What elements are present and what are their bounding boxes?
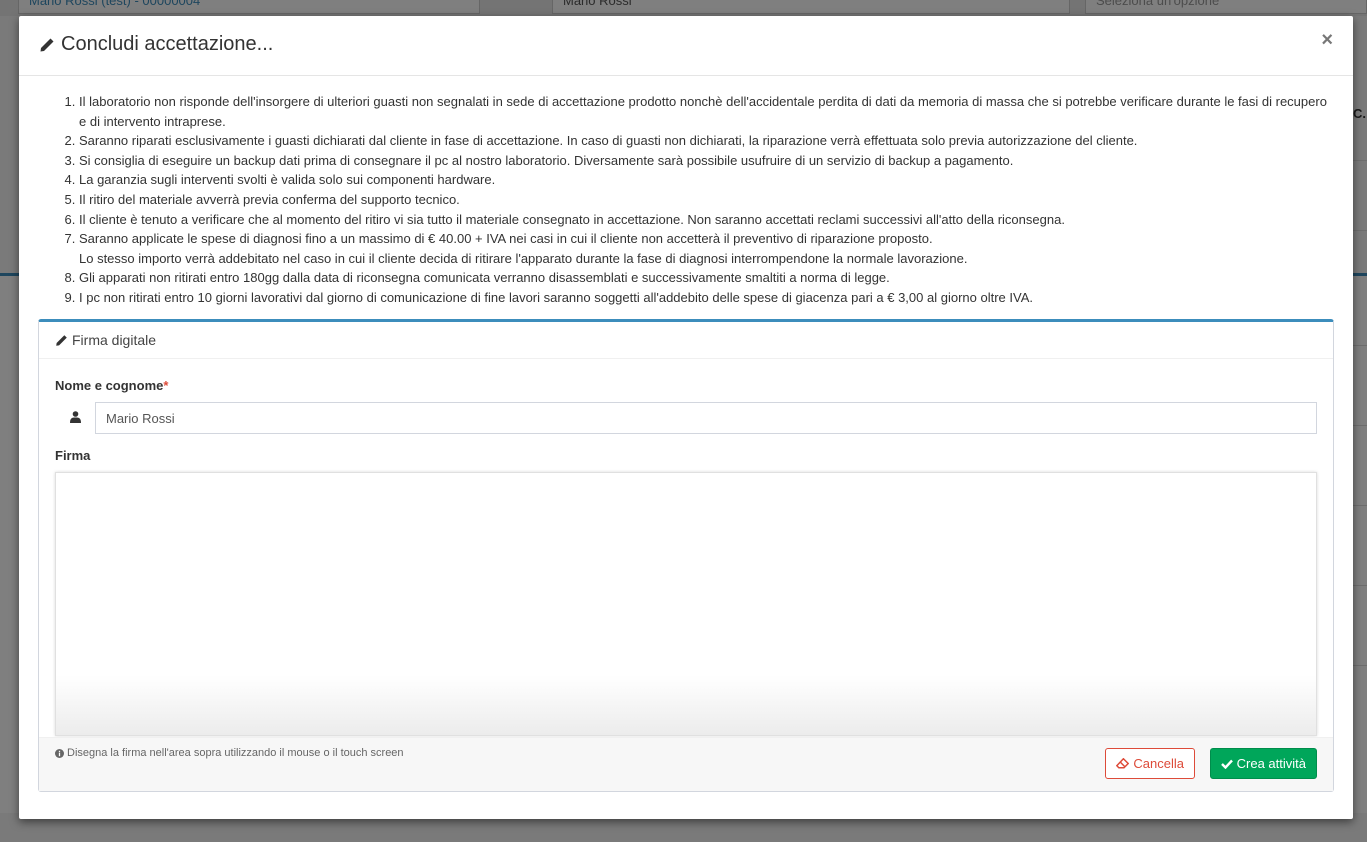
- signature-pad-base: [56, 675, 1316, 735]
- create-activity-label: Crea attività: [1236, 756, 1306, 771]
- name-label-text: Nome e cognome: [55, 378, 164, 393]
- signature-pad[interactable]: [55, 472, 1317, 736]
- terms-list: [59, 92, 1334, 308]
- accept-modal: [19, 16, 1353, 819]
- name-input-group: [55, 401, 1317, 433]
- term-item: 5. Il ritiro del materiale avverrà previa conferma del supporto tecnico.: [79, 190, 1334, 210]
- modal-title-text: Concludi accettazione...: [61, 33, 274, 55]
- eraser-icon: [1116, 758, 1129, 769]
- info-circle-icon: [55, 749, 64, 758]
- term-item: 2. Saranno riparati esclusivamente i guasti dichiarati dal cliente in fase di accettazione. In caso di guasti non dichiarati, la riparazione verrà effettuata solo previa autorizzazione del cliente.: [79, 131, 1334, 151]
- name-label: [55, 378, 168, 393]
- term-item: [79, 229, 1334, 268]
- term-item: 3. Si consiglia di eseguire un backup dati prima di consegnare il pc al nostro laboratorio. Diversamente sarà possibile usufruire di un servizio di backup a pagamento.: [79, 151, 1334, 171]
- panel-header: [39, 322, 1333, 359]
- panel-title: Firma digitale: [72, 332, 157, 348]
- term-item: 9. I pc non ritirati entro 10 giorni lavorativi dal giorno di comunicazione di fine lavori saranno soggetti all'addebito delle spese di giacenza pari a € 3,00 al giorno oltre IVA.: [79, 288, 1334, 308]
- required-mark: *: [163, 378, 169, 393]
- user-icon: [55, 401, 95, 433]
- term-item: 4. La garanzia sugli interventi svolti è valida solo sui componenti hardware.: [79, 170, 1334, 190]
- pencil-icon: [55, 334, 68, 347]
- panel-footer: [39, 737, 1333, 791]
- modal-header: [19, 16, 1353, 76]
- pencil-icon: [39, 37, 55, 53]
- signature-hint: [55, 747, 404, 759]
- create-activity-button[interactable]: [1210, 748, 1317, 779]
- clear-signature-button[interactable]: [1105, 748, 1195, 779]
- signature-hint-text: Disegna la firma nell'area sopra utilizzando il mouse o il touch screen: [67, 747, 404, 759]
- close-button[interactable]: ×: [1321, 29, 1333, 51]
- term-item: 8. Gli apparati non ritirati entro 180gg dalla data di riconsegna comunicata verranno disassemblati e successivamente smaltiti a norma di legge.: [79, 268, 1334, 288]
- term-text: Saranno applicate le spese di diagnosi fino a un massimo di € 40.00 + IVA nei casi in cui il cliente non accetterà il preventivo di riparazione proposto.: [79, 231, 933, 247]
- name-input[interactable]: [95, 402, 1317, 434]
- signature-canvas[interactable]: [56, 473, 1316, 675]
- term-item: 1. Il laboratorio non risponde dell'insorgere di ulteriori guasti non segnalati in sede di accettazione prodotto nonchè dell'accidentale perdita di dati da memoria di massa che si potrebbe verificare durante le fasi di recupero e di intervento intraprese.: [79, 92, 1334, 131]
- modal-title: [39, 33, 273, 56]
- signature-label: Firma: [55, 448, 91, 463]
- signature-panel: [38, 319, 1334, 792]
- term-extra-text: Lo stesso importo verrà addebitato nel caso in cui il cliente decida di ritirare l'apparato durante la fase di diagnosi interrompendone la normale lavorazione.: [79, 250, 968, 266]
- term-item: 6. Il cliente è tenuto a verificare che al momento del ritiro vi sia tutto il materiale consegnato in accettazione. Non saranno accettati reclami successivi all'atto della riconsegna.: [79, 210, 1334, 230]
- check-icon: [1221, 759, 1233, 769]
- clear-signature-label: Cancella: [1133, 756, 1184, 771]
